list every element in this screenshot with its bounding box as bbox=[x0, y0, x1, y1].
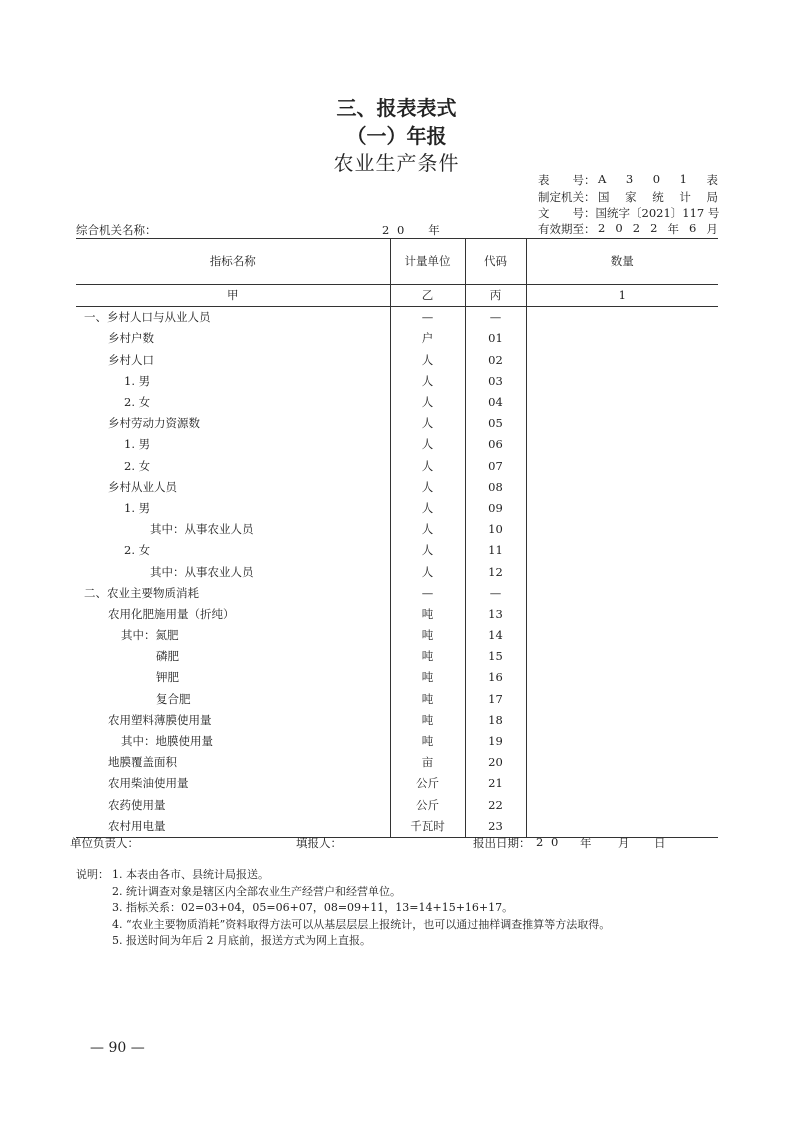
code-cell: 06 bbox=[465, 434, 526, 455]
indicator-name: 乡村人口 bbox=[108, 352, 154, 367]
unit-cell: 户 bbox=[390, 328, 465, 349]
quantity-cell[interactable] bbox=[526, 795, 718, 816]
report-year-suffix: 年 bbox=[428, 223, 442, 237]
issuer bbox=[538, 189, 718, 205]
unit-cell: 人 bbox=[390, 561, 465, 582]
table-row bbox=[76, 456, 718, 477]
indicator-name: 2. 女 bbox=[124, 395, 151, 410]
table-row bbox=[76, 371, 718, 392]
unit-cell: 吨 bbox=[390, 667, 465, 688]
issuer-char: 国 bbox=[598, 190, 610, 204]
code-cell: 03 bbox=[465, 371, 526, 392]
col-header-name: 指标名称 bbox=[76, 239, 390, 285]
issuer-char: 家 bbox=[625, 190, 637, 204]
col-header-unit: 计量单位 bbox=[390, 239, 465, 285]
issuer-label: 制定机关： bbox=[538, 190, 596, 204]
table-row bbox=[76, 710, 718, 731]
code-cell: — bbox=[465, 583, 526, 604]
indicator-name: 1. 男 bbox=[124, 500, 151, 515]
organization-label: 综合机关名称： bbox=[76, 223, 157, 237]
report-table bbox=[76, 238, 718, 838]
table-row bbox=[76, 350, 718, 371]
table-row bbox=[76, 795, 718, 816]
indicator-name: 农用塑料薄膜使用量 bbox=[108, 712, 212, 727]
quantity-cell[interactable] bbox=[526, 477, 718, 498]
note-item: 1. 本表由各市、县统计局报送。 bbox=[112, 868, 269, 881]
table-row bbox=[76, 328, 718, 349]
report-date-month: 月 bbox=[618, 836, 630, 850]
quantity-cell[interactable] bbox=[526, 625, 718, 646]
quantity-cell[interactable] bbox=[526, 434, 718, 455]
valid-until-label: 有效期至： bbox=[538, 222, 596, 236]
quantity-cell[interactable] bbox=[526, 350, 718, 371]
code-cell: 01 bbox=[465, 328, 526, 349]
document-number-label: 文 号： bbox=[538, 206, 596, 220]
code-cell: 02 bbox=[465, 350, 526, 371]
code-cell: 08 bbox=[465, 477, 526, 498]
code-cell: 19 bbox=[465, 731, 526, 752]
quantity-cell[interactable] bbox=[526, 731, 718, 752]
table-row bbox=[76, 392, 718, 413]
notes bbox=[76, 867, 610, 950]
indicator-name: 农村用电量 bbox=[76, 816, 390, 838]
table-row bbox=[76, 689, 718, 710]
column-letter: 1 bbox=[526, 285, 718, 307]
column-letter: 丙 bbox=[465, 285, 526, 307]
table-row bbox=[76, 477, 718, 498]
table-header-row bbox=[76, 239, 718, 285]
table-row bbox=[76, 413, 718, 434]
quantity-cell[interactable] bbox=[526, 456, 718, 477]
code-cell: 10 bbox=[465, 519, 526, 540]
column-letter-row bbox=[76, 285, 718, 307]
code-cell: 12 bbox=[465, 561, 526, 582]
quantity-cell[interactable] bbox=[526, 752, 718, 773]
note-item: 5. 报送时间为年后 2 月底前，报送方式为网上直报。 bbox=[112, 934, 371, 947]
report-date-label: 报出日期： bbox=[473, 836, 531, 850]
unit-cell: 吨 bbox=[390, 625, 465, 646]
unit-cell: 吨 bbox=[390, 731, 465, 752]
quantity-cell[interactable] bbox=[526, 413, 718, 434]
indicator-name: 地膜覆盖面积 bbox=[108, 755, 177, 770]
code-cell: 07 bbox=[465, 456, 526, 477]
report-date-day: 日 bbox=[654, 836, 666, 850]
table-row bbox=[76, 773, 718, 794]
unit-cell: 人 bbox=[390, 434, 465, 455]
unit-cell: — bbox=[390, 583, 465, 604]
valid-until-char: 6 bbox=[689, 221, 697, 235]
indicator-name: 1. 男 bbox=[124, 437, 151, 452]
table-row bbox=[76, 752, 718, 773]
indicator-name: 乡村劳动力资源数 bbox=[108, 416, 200, 431]
table-row bbox=[76, 731, 718, 752]
code-cell: 18 bbox=[465, 710, 526, 731]
code-cell: 04 bbox=[465, 392, 526, 413]
code-cell: 20 bbox=[465, 752, 526, 773]
indicator-name: 磷肥 bbox=[156, 649, 179, 664]
unit-cell: 吨 bbox=[390, 689, 465, 710]
code-cell: 09 bbox=[465, 498, 526, 519]
valid-until-char: 2 bbox=[598, 221, 606, 235]
quantity-cell[interactable] bbox=[526, 583, 718, 604]
code-cell: 21 bbox=[465, 773, 526, 794]
indicator-name: 其中：氮肥 bbox=[121, 628, 179, 643]
issuer-char: 统 bbox=[652, 190, 664, 204]
valid-until-char: 2 bbox=[650, 221, 658, 235]
filler-label: 填报人： bbox=[296, 836, 342, 850]
quantity-cell[interactable] bbox=[526, 498, 718, 519]
indicator-name: 其中：地膜使用量 bbox=[121, 734, 213, 749]
indicator-name: 农用柴油使用量 bbox=[108, 776, 189, 791]
unit-cell: 人 bbox=[390, 519, 465, 540]
table-row bbox=[76, 625, 718, 646]
report-date-year: 年 bbox=[580, 836, 592, 850]
unit-cell: 人 bbox=[390, 371, 465, 392]
quantity-cell[interactable] bbox=[526, 604, 718, 625]
table-row bbox=[76, 540, 718, 561]
indicator-name: 钾肥 bbox=[156, 670, 179, 685]
unit-cell: 公斤 bbox=[390, 773, 465, 794]
quantity-cell[interactable] bbox=[526, 371, 718, 392]
document-number bbox=[538, 205, 718, 221]
unit-cell: — bbox=[390, 307, 465, 329]
col-header-quantity: 数量 bbox=[526, 239, 718, 285]
note-item: 3. 指标关系：02=03+04，05=06+07，08=09+11，13=14+15+16+17。 bbox=[112, 901, 514, 914]
table-row bbox=[76, 604, 718, 625]
report-year bbox=[382, 222, 442, 238]
unit-cell: 吨 bbox=[390, 710, 465, 731]
form-number-char: 1 bbox=[679, 172, 687, 186]
quantity-cell[interactable] bbox=[526, 561, 718, 582]
unit-cell: 人 bbox=[390, 477, 465, 498]
quantity-cell[interactable] bbox=[526, 519, 718, 540]
table-row bbox=[76, 646, 718, 667]
valid-until-char: 2 bbox=[632, 221, 641, 235]
code-cell: 22 bbox=[465, 795, 526, 816]
indicator-name: 其中：从事农业人员 bbox=[150, 564, 254, 579]
code-cell: 14 bbox=[465, 625, 526, 646]
valid-until-char: 0 bbox=[615, 221, 623, 235]
report-date-year-prefix: 2 0 bbox=[536, 835, 561, 849]
column-letter: 甲 bbox=[76, 285, 390, 307]
indicator-name: 其中：从事农业人员 bbox=[150, 522, 254, 537]
table-row bbox=[76, 561, 718, 582]
table-row bbox=[76, 434, 718, 455]
table-row bbox=[76, 583, 718, 604]
form-number-char: 3 bbox=[625, 172, 634, 186]
code-cell: 05 bbox=[465, 413, 526, 434]
note-item: 4. “农业主要物质消耗”资料取得方法可以从基层层层上报统计，也可以通过抽样调查推算等方法取得。 bbox=[112, 917, 611, 931]
indicator-name: 乡村户数 bbox=[108, 331, 154, 346]
table-row bbox=[76, 667, 718, 688]
quantity-cell[interactable] bbox=[526, 689, 718, 710]
code-cell: 17 bbox=[465, 689, 526, 710]
unit-cell: 千瓦时 bbox=[390, 816, 465, 838]
valid-until-char: 年 bbox=[667, 222, 679, 236]
code-cell: 11 bbox=[465, 540, 526, 561]
quantity-cell[interactable] bbox=[526, 646, 718, 667]
sub-heading: （一）年报 bbox=[346, 124, 447, 148]
indicator-name: 2. 女 bbox=[124, 458, 151, 473]
quantity-cell[interactable] bbox=[526, 307, 718, 329]
unit-cell: 吨 bbox=[390, 604, 465, 625]
section-heading: 三、报表表式 bbox=[336, 96, 457, 120]
unit-cell: 人 bbox=[390, 413, 465, 434]
indicator-name: 农用化肥施用量（折纯） bbox=[108, 606, 235, 621]
column-letter: 乙 bbox=[390, 285, 465, 307]
form-number-char: 0 bbox=[652, 172, 661, 186]
quantity-cell[interactable] bbox=[526, 773, 718, 794]
indicator-name: 复合肥 bbox=[156, 691, 191, 706]
unit-head-label: 单位负责人： bbox=[70, 836, 139, 850]
issuer-char: 局 bbox=[706, 190, 718, 204]
unit-cell: 人 bbox=[390, 392, 465, 413]
indicator-name: 乡村从业人员 bbox=[108, 479, 177, 494]
issuer-char: 计 bbox=[679, 190, 691, 204]
indicator-name: 2. 女 bbox=[124, 543, 151, 558]
unit-cell: 人 bbox=[390, 350, 465, 371]
col-header-code: 代码 bbox=[465, 239, 526, 285]
form-number-char: A bbox=[598, 172, 607, 186]
unit-cell: 人 bbox=[390, 456, 465, 477]
code-cell: 16 bbox=[465, 667, 526, 688]
code-cell: 13 bbox=[465, 604, 526, 625]
code-cell: 15 bbox=[465, 646, 526, 667]
notes-label: 说明： bbox=[76, 868, 109, 881]
code-cell: — bbox=[465, 307, 526, 329]
indicator-name: 1. 男 bbox=[124, 373, 151, 388]
quantity-cell[interactable] bbox=[526, 710, 718, 731]
table-row bbox=[76, 498, 718, 519]
valid-until bbox=[538, 221, 718, 237]
note-item: 2. 统计调查对象是辖区内全部农业生产经营户和经营单位。 bbox=[112, 884, 401, 898]
table-row bbox=[76, 519, 718, 540]
unit-cell: 公斤 bbox=[390, 795, 465, 816]
code-cell: 23 bbox=[465, 816, 526, 838]
page-number: — 90 — bbox=[90, 1040, 145, 1056]
quantity-cell[interactable] bbox=[526, 328, 718, 349]
document-number-value: 国统字〔2021〕117 号 bbox=[595, 206, 720, 220]
form-number-label: 表 号： bbox=[538, 173, 596, 187]
unit-cell: 亩 bbox=[390, 752, 465, 773]
unit-cell: 吨 bbox=[390, 646, 465, 667]
quantity-cell[interactable] bbox=[526, 667, 718, 688]
form-title: 农业生产条件 bbox=[333, 151, 460, 175]
form-number bbox=[538, 172, 718, 188]
quantity-cell[interactable] bbox=[526, 540, 718, 561]
quantity-cell[interactable] bbox=[526, 392, 718, 413]
indicator-name: 二、农业主要物质消耗 bbox=[84, 585, 199, 600]
indicator-name: 一、乡村人口与从业人员 bbox=[84, 310, 211, 325]
indicator-name: 农药使用量 bbox=[108, 797, 166, 812]
report-year-prefix: 2 0 bbox=[382, 223, 407, 237]
valid-until-char: 月 bbox=[706, 222, 718, 236]
table-row bbox=[76, 307, 718, 329]
form-number-char: 表 bbox=[706, 173, 718, 187]
unit-cell: 人 bbox=[390, 540, 465, 561]
unit-cell: 人 bbox=[390, 498, 465, 519]
